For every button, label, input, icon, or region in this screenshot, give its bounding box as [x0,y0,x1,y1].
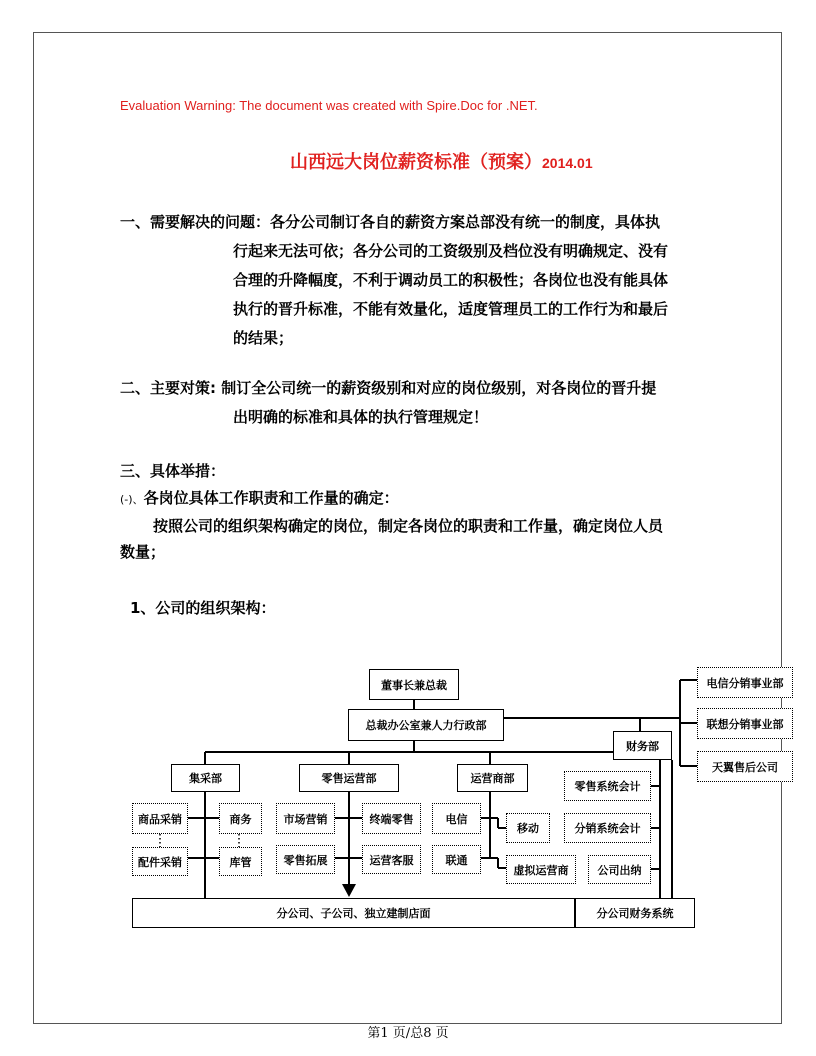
org-node-business: 商务 [219,803,262,834]
section1-body [233,237,668,353]
section3-heading: 三、具体举措： [120,462,226,480]
org-node-goods-purchase: 商品采销 [132,803,188,834]
org-node-finance: 财务部 [613,731,672,760]
org-node-telecom-division: 电信分销事业部 [697,667,793,698]
org-node-parts-purchase: 配件采销 [132,847,188,876]
title-main: 山西远大岗位薪资标准（预案） [290,152,542,173]
section3-text2: 数量； [120,543,166,561]
section1-line: 的结果； [233,329,294,347]
org-node-lenovo-division: 联想分销事业部 [697,708,793,739]
org-node-retail-ops: 零售运营部 [299,764,399,792]
org-node-retail-expansion: 零售拓展 [276,845,335,874]
org-node-procurement: 集采部 [171,764,240,792]
section2-lead: 二、主要对策: 制订全公司统一的薪资级别和对应的岗位级别，对各岗位的晋升提 [120,379,657,397]
section3-subheading [120,484,399,514]
section1-line: 合理的升降幅度，不利于调动员工的积极性；各岗位也没有能具体 [233,271,669,289]
sub-text: 各岗位具体工作职责和工作量的确定： [143,489,399,507]
org-node-distribution-accounting: 分销系统会计 [564,813,651,843]
section1-line: 执行的晋升标准，不能有效量化，适度管理员工的工作行为和最后 [233,300,669,318]
org-node-retail-accounting: 零售系统会计 [564,771,651,801]
evaluation-warning: Evaluation Warning: The document was created with Spire.Doc for .NET. [120,98,538,113]
org-node-branches: 分公司、子公司、独立建制店面 [132,898,575,928]
org-node-china-mobile: 移动 [506,813,550,843]
org-node-operator-dept: 运营商部 [457,764,528,792]
title-year: 2014.01 [542,155,593,171]
document-title [290,148,593,174]
org-node-chairman: 董事长兼总裁 [369,669,459,700]
org-node-cashier: 公司出纳 [588,855,651,884]
sub-marker: (-)、 [120,493,144,506]
org-node-office: 总裁办公室兼人力行政部 [348,709,504,741]
org-node-marketing: 市场营销 [276,803,335,834]
org-chart-heading: 1、公司的组织架构： [130,599,276,617]
org-node-warehouse: 库管 [219,847,262,876]
org-node-china-unicom: 联通 [432,845,481,874]
org-node-branch-finance: 分公司财务系统 [575,898,695,928]
org-node-after-sales: 天翼售后公司 [697,751,793,782]
page-footer: 第1 页/总8 页 [367,1026,449,1041]
section1-line: 行起来无法可依；各分公司的工资级别及档位没有明确规定、没有 [233,242,669,260]
section1-lead: 一、需要解决的问题：各分公司制订各自的薪资方案总部没有统一的制度，具体执 [120,213,661,231]
org-node-ops-service: 运营客服 [362,845,421,874]
section2-line2: 出明确的标准和具体的执行管理规定！ [233,408,489,426]
org-node-china-telecom: 电信 [432,803,481,834]
org-node-virtual-operator: 虚拟运营商 [506,855,576,884]
org-node-terminal-retail: 终端零售 [362,803,421,834]
section3-text1: 按照公司的组织架构确定的岗位，制定各岗位的职责和工作量，确定岗位人员 [153,517,664,535]
